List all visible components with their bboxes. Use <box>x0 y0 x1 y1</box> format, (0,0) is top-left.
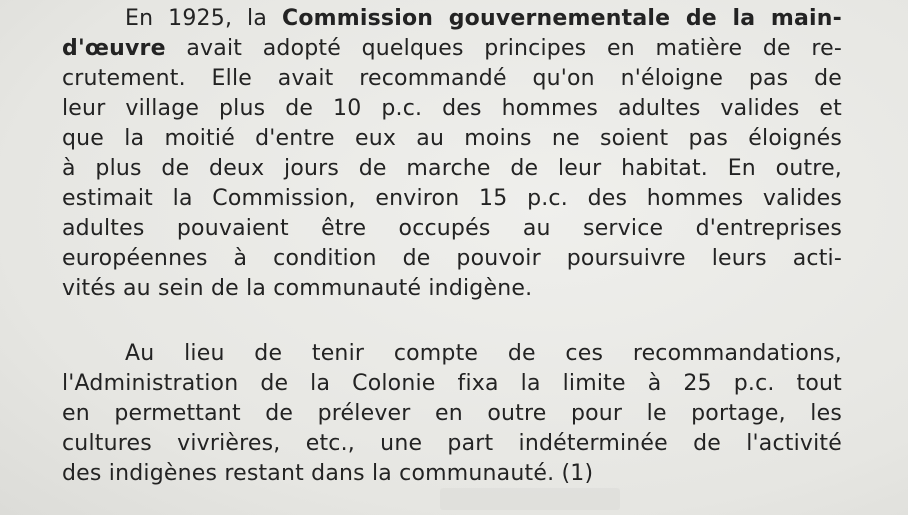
paragraph-line: à plus de deux jours de marche de leur habitat. En outre, <box>62 156 842 181</box>
bold-term: d'œuvre <box>62 36 166 61</box>
paragraph-line: Au lieu de tenir compte de ces recommandations, <box>125 341 842 366</box>
paragraph-line: l'Administration de la Colonie fixa la limite à 25 p.c. tout <box>62 371 842 396</box>
text-run: avait adopté quelques principes en matière de re- <box>165 36 842 61</box>
paragraph-line: adultes pouvaient être occupés au service d'entreprises <box>62 216 842 241</box>
paragraph-administration <box>62 339 842 489</box>
paragraph-line: crutement. Elle avait recommandé qu'on n'éloigne pas de <box>62 66 842 91</box>
bold-term: Commission gouvernementale de la main- <box>281 6 842 31</box>
paragraph-line <box>62 34 842 64</box>
paragraph-line: européennes à condition de pouvoir poursuivre leurs acti- <box>62 246 842 271</box>
paragraph-commission <box>62 4 842 304</box>
paragraph-line: cultures vivrières, etc., une part indéterminée de l'activité <box>62 431 842 456</box>
paragraph-line: estimait la Commission, environ 15 p.c. des hommes valides <box>62 186 842 211</box>
text-run: En 1925, la <box>125 6 282 31</box>
show-through-shadow <box>440 488 620 510</box>
paragraph-line: leur village plus de 10 p.c. des hommes adultes valides et <box>62 96 842 121</box>
paragraph-line: des indigènes restant dans la communauté. (1) <box>62 461 594 486</box>
paragraph-line: que la moitié d'entre eux au moins ne soient pas éloignés <box>62 126 842 151</box>
paragraph-line <box>62 4 842 34</box>
paragraph-line: en permettant de prélever en outre pour le portage, les <box>62 401 842 426</box>
paragraph-line: vités au sein de la communauté indigène. <box>62 276 533 301</box>
